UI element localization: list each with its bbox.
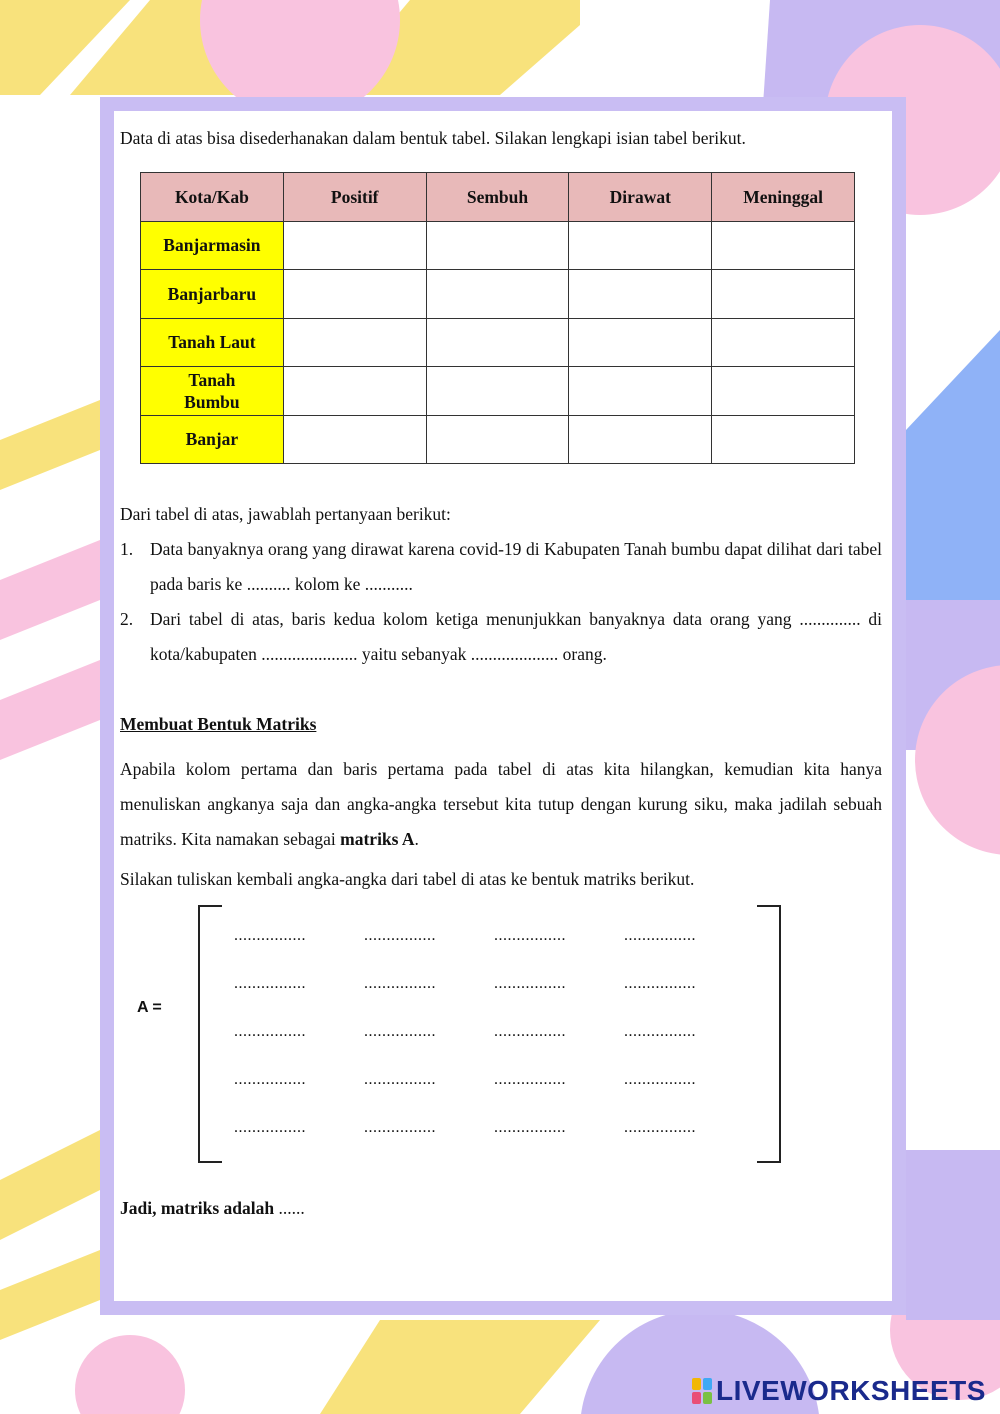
answer-cell[interactable] — [712, 221, 855, 270]
matrix-entry[interactable]: ................ — [494, 975, 566, 992]
brand-logo — [692, 1375, 986, 1407]
matrix-name: matriks A — [340, 829, 415, 849]
questions-list — [120, 532, 882, 672]
answer-cell[interactable] — [569, 415, 712, 464]
covid-data-table — [140, 172, 855, 464]
matrix-entry[interactable]: ................ — [624, 975, 696, 992]
city-cell: Banjarbaru — [141, 270, 284, 319]
matrix-entry[interactable]: ................ — [364, 1023, 436, 1040]
section-title: Membuat Bentuk Matriks — [120, 714, 317, 734]
table-row — [141, 318, 855, 367]
left-bracket — [198, 905, 222, 1163]
matrix-entry[interactable]: ................ — [494, 1071, 566, 1088]
explanation-end: . — [414, 829, 419, 849]
table-header-cell: Meninggal — [712, 173, 855, 222]
right-bracket — [757, 905, 781, 1163]
matrix-row — [234, 1065, 754, 1113]
question-item — [120, 602, 882, 672]
matrix-grid — [234, 921, 754, 1161]
conclusion-label: Jadi, matriks adalah — [120, 1198, 275, 1218]
matrix-entry[interactable]: ................ — [234, 1023, 306, 1040]
table-row — [141, 221, 855, 270]
table-header-row — [141, 173, 855, 222]
city-cell: Tanah Laut — [141, 318, 284, 367]
answer-cell[interactable] — [426, 367, 569, 416]
matrix-entry[interactable]: ................ — [624, 927, 696, 944]
answer-cell[interactable] — [569, 221, 712, 270]
answer-cell[interactable] — [283, 367, 426, 416]
matrix-entry[interactable]: ................ — [364, 1119, 436, 1136]
table-header-cell: Positif — [283, 173, 426, 222]
answer-cell[interactable] — [426, 221, 569, 270]
questions-intro: Dari tabel di atas, jawablah pertanyaan berikut: — [120, 504, 451, 524]
table-header-cell: Kota/Kab — [141, 173, 284, 222]
city-cell: Tanah Bumbu — [141, 367, 284, 416]
answer-cell[interactable] — [283, 270, 426, 319]
matrix-entry[interactable]: ................ — [624, 1023, 696, 1040]
answer-cell[interactable] — [283, 318, 426, 367]
answer-cell[interactable] — [426, 415, 569, 464]
matrix-entry[interactable]: ................ — [494, 927, 566, 944]
worksheet-sheet — [100, 97, 906, 1315]
matrix-entry[interactable]: ................ — [494, 1023, 566, 1040]
matrix-label: A = — [137, 999, 162, 1016]
answer-cell[interactable] — [712, 270, 855, 319]
answer-cell[interactable] — [283, 221, 426, 270]
city-cell: Banjarmasin — [141, 221, 284, 270]
matrix-entry[interactable]: ................ — [364, 927, 436, 944]
matrix-row — [234, 1113, 754, 1161]
table-header-cell: Dirawat — [569, 173, 712, 222]
matrix-row — [234, 969, 754, 1017]
table-row — [141, 367, 855, 416]
answer-cell[interactable] — [569, 270, 712, 319]
table-row — [141, 415, 855, 464]
matrix-entry[interactable]: ................ — [624, 1071, 696, 1088]
city-cell: Banjar — [141, 415, 284, 464]
matrix-row — [234, 1017, 754, 1065]
matrix-entry[interactable]: ................ — [494, 1119, 566, 1136]
answer-cell[interactable] — [283, 415, 426, 464]
table-header-cell: Sembuh — [426, 173, 569, 222]
matrix-entry[interactable]: ................ — [234, 1071, 306, 1088]
matrix-entry[interactable]: ................ — [234, 927, 306, 944]
conclusion — [120, 1191, 305, 1226]
intro-text: Data di atas bisa disederhanakan dalam bentuk tabel. Silakan lengkapi isian tabel berikut. — [120, 128, 746, 148]
matrix-entry[interactable]: ................ — [624, 1119, 696, 1136]
conclusion-blank[interactable]: ...... — [278, 1198, 305, 1218]
question-number: 2. — [120, 609, 134, 629]
matrix-row — [234, 921, 754, 969]
matrix-entry[interactable]: ................ — [234, 1119, 306, 1136]
answer-cell[interactable] — [426, 318, 569, 367]
matrix-entry[interactable]: ................ — [364, 1071, 436, 1088]
explanation-text: Apabila kolom pertama dan baris pertama pada tabel di atas kita hilangkan, kemudian kita hanya menuliskan angkanya saja dan angka-angka tersebut kita tutup dengan kurung siku, maka jadilah sebuah matriks. Kita namakan sebagai — [120, 759, 882, 849]
matrix-entry[interactable]: ................ — [234, 975, 306, 992]
matrix-explanation — [120, 752, 882, 857]
table-row — [141, 270, 855, 319]
matrix-instruction: Silakan tuliskan kembali angka-angka dari tabel di atas ke bentuk matriks berikut. — [120, 869, 695, 889]
answer-cell[interactable] — [712, 367, 855, 416]
brand-name: LIVEWORKSHEETS — [716, 1375, 986, 1406]
liveworksheets-logo-icon — [692, 1378, 712, 1404]
answer-cell[interactable] — [712, 415, 855, 464]
answer-cell[interactable] — [426, 270, 569, 319]
question-item — [120, 532, 882, 602]
question-text: Data banyaknya orang yang dirawat karena covid-19 di Kabupaten Tanah bumbu dapat dilihat dari tabel pada baris ke .......... kolom ke ........... — [150, 539, 882, 594]
matrix-entry[interactable]: ................ — [364, 975, 436, 992]
answer-cell[interactable] — [569, 318, 712, 367]
answer-cell[interactable] — [569, 367, 712, 416]
answer-cell[interactable] — [712, 318, 855, 367]
question-number: 1. — [120, 539, 134, 559]
question-text: Dari tabel di atas, baris kedua kolom ketiga menunjukkan banyaknya data orang yang .............. di kota/kabupaten ...................... yaitu sebanyak .................... orang. — [150, 609, 882, 664]
